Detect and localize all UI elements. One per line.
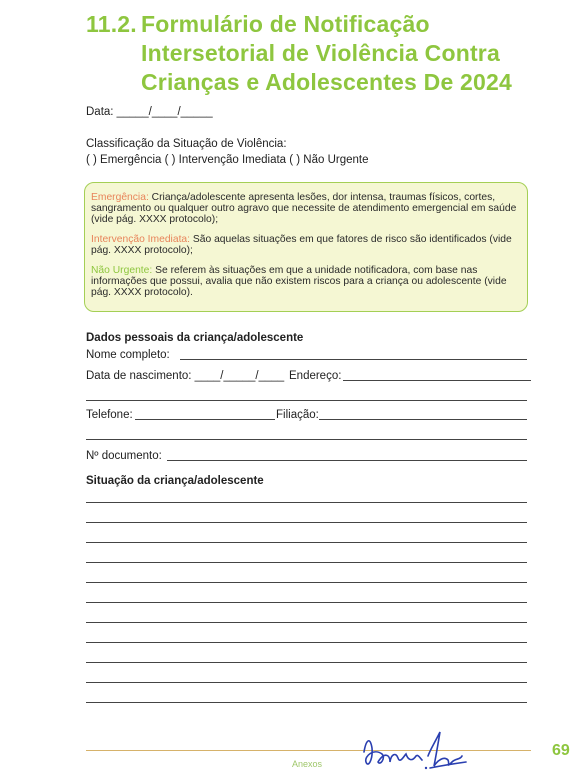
situation-line-6[interactable] [86,602,527,603]
situation-line-8[interactable] [86,642,527,643]
name-label: Nome completo: [86,349,170,361]
filiation-label: Filiação: [276,409,319,421]
definition-non-urgent: Não Urgente: Se referem às situações em que a unidade notificadora, com base nas informações que possui, avalia que não existem riscos para a criança ou adolescente (vide pág. XXXX protocolo). [91,265,507,298]
phone-label: Telefone: [86,409,133,421]
situation-line-11[interactable] [86,702,527,703]
definition-emergency: Emergência: Criança/adolescente apresenta lesões, dor intensa, traumas físicos, cortes, sangramento ou qualquer outro agravo que necessite de atendimento emergencial em saúde (vide pág. XXXX protocolo); [91,192,517,225]
address-input-line-2[interactable] [86,400,527,401]
situation-line-7[interactable] [86,622,527,623]
date-field[interactable]: Data: _____/____/_____ [86,106,213,118]
term-non-urgent: Não Urgente: [91,265,153,276]
classification-options[interactable]: ( ) Emergência ( ) Intervenção Imediata ( ) Não Urgente [86,154,369,166]
title-line-2: Intersetorial de Violência Contra [141,40,500,66]
situation-line-5[interactable] [86,582,527,583]
title-number: 11.2. [86,11,137,37]
birth-date-label[interactable]: Data de nascimento: ____/_____/____ [86,370,285,382]
situation-line-2[interactable] [86,522,527,523]
situation-heading: Situação da criança/adolescente [86,475,264,487]
situation-line-4[interactable] [86,562,527,563]
phone-input-line[interactable] [135,419,275,420]
classification-heading: Classificação da Situação de Violência: [86,138,287,150]
address-label: Endereço: [289,370,342,382]
name-input-line[interactable] [180,359,527,360]
situation-line-10[interactable] [86,682,527,683]
definitions-box [84,182,528,312]
situation-line-1[interactable] [86,502,527,503]
filiation-input-line-2[interactable] [86,439,527,440]
term-emergency: Emergência: [91,192,149,203]
page-number: 69 [552,742,570,759]
title-line-1: 11.2. Formulário de Notificação [86,11,430,37]
situation-line-9[interactable] [86,662,527,663]
personal-data-heading: Dados pessoais da criança/adolescente [86,332,304,344]
address-input-line[interactable] [343,380,531,381]
filiation-input-line[interactable] [319,419,527,420]
handwritten-signature [360,726,470,774]
document-label: Nº documento: [86,450,162,462]
document-input-line[interactable] [167,460,527,461]
footer-label: Anexos [292,759,323,769]
term-immediate: Intervenção Imediata: [91,234,191,245]
page-title [86,10,556,97]
definition-immediate: Intervenção Imediata: São aquelas situações em que fatores de risco são identificados (vide pág. XXXX protocolo); [91,234,512,256]
title-line-3: Crianças e Adolescentes De 2024 [141,69,512,95]
situation-line-3[interactable] [86,542,527,543]
